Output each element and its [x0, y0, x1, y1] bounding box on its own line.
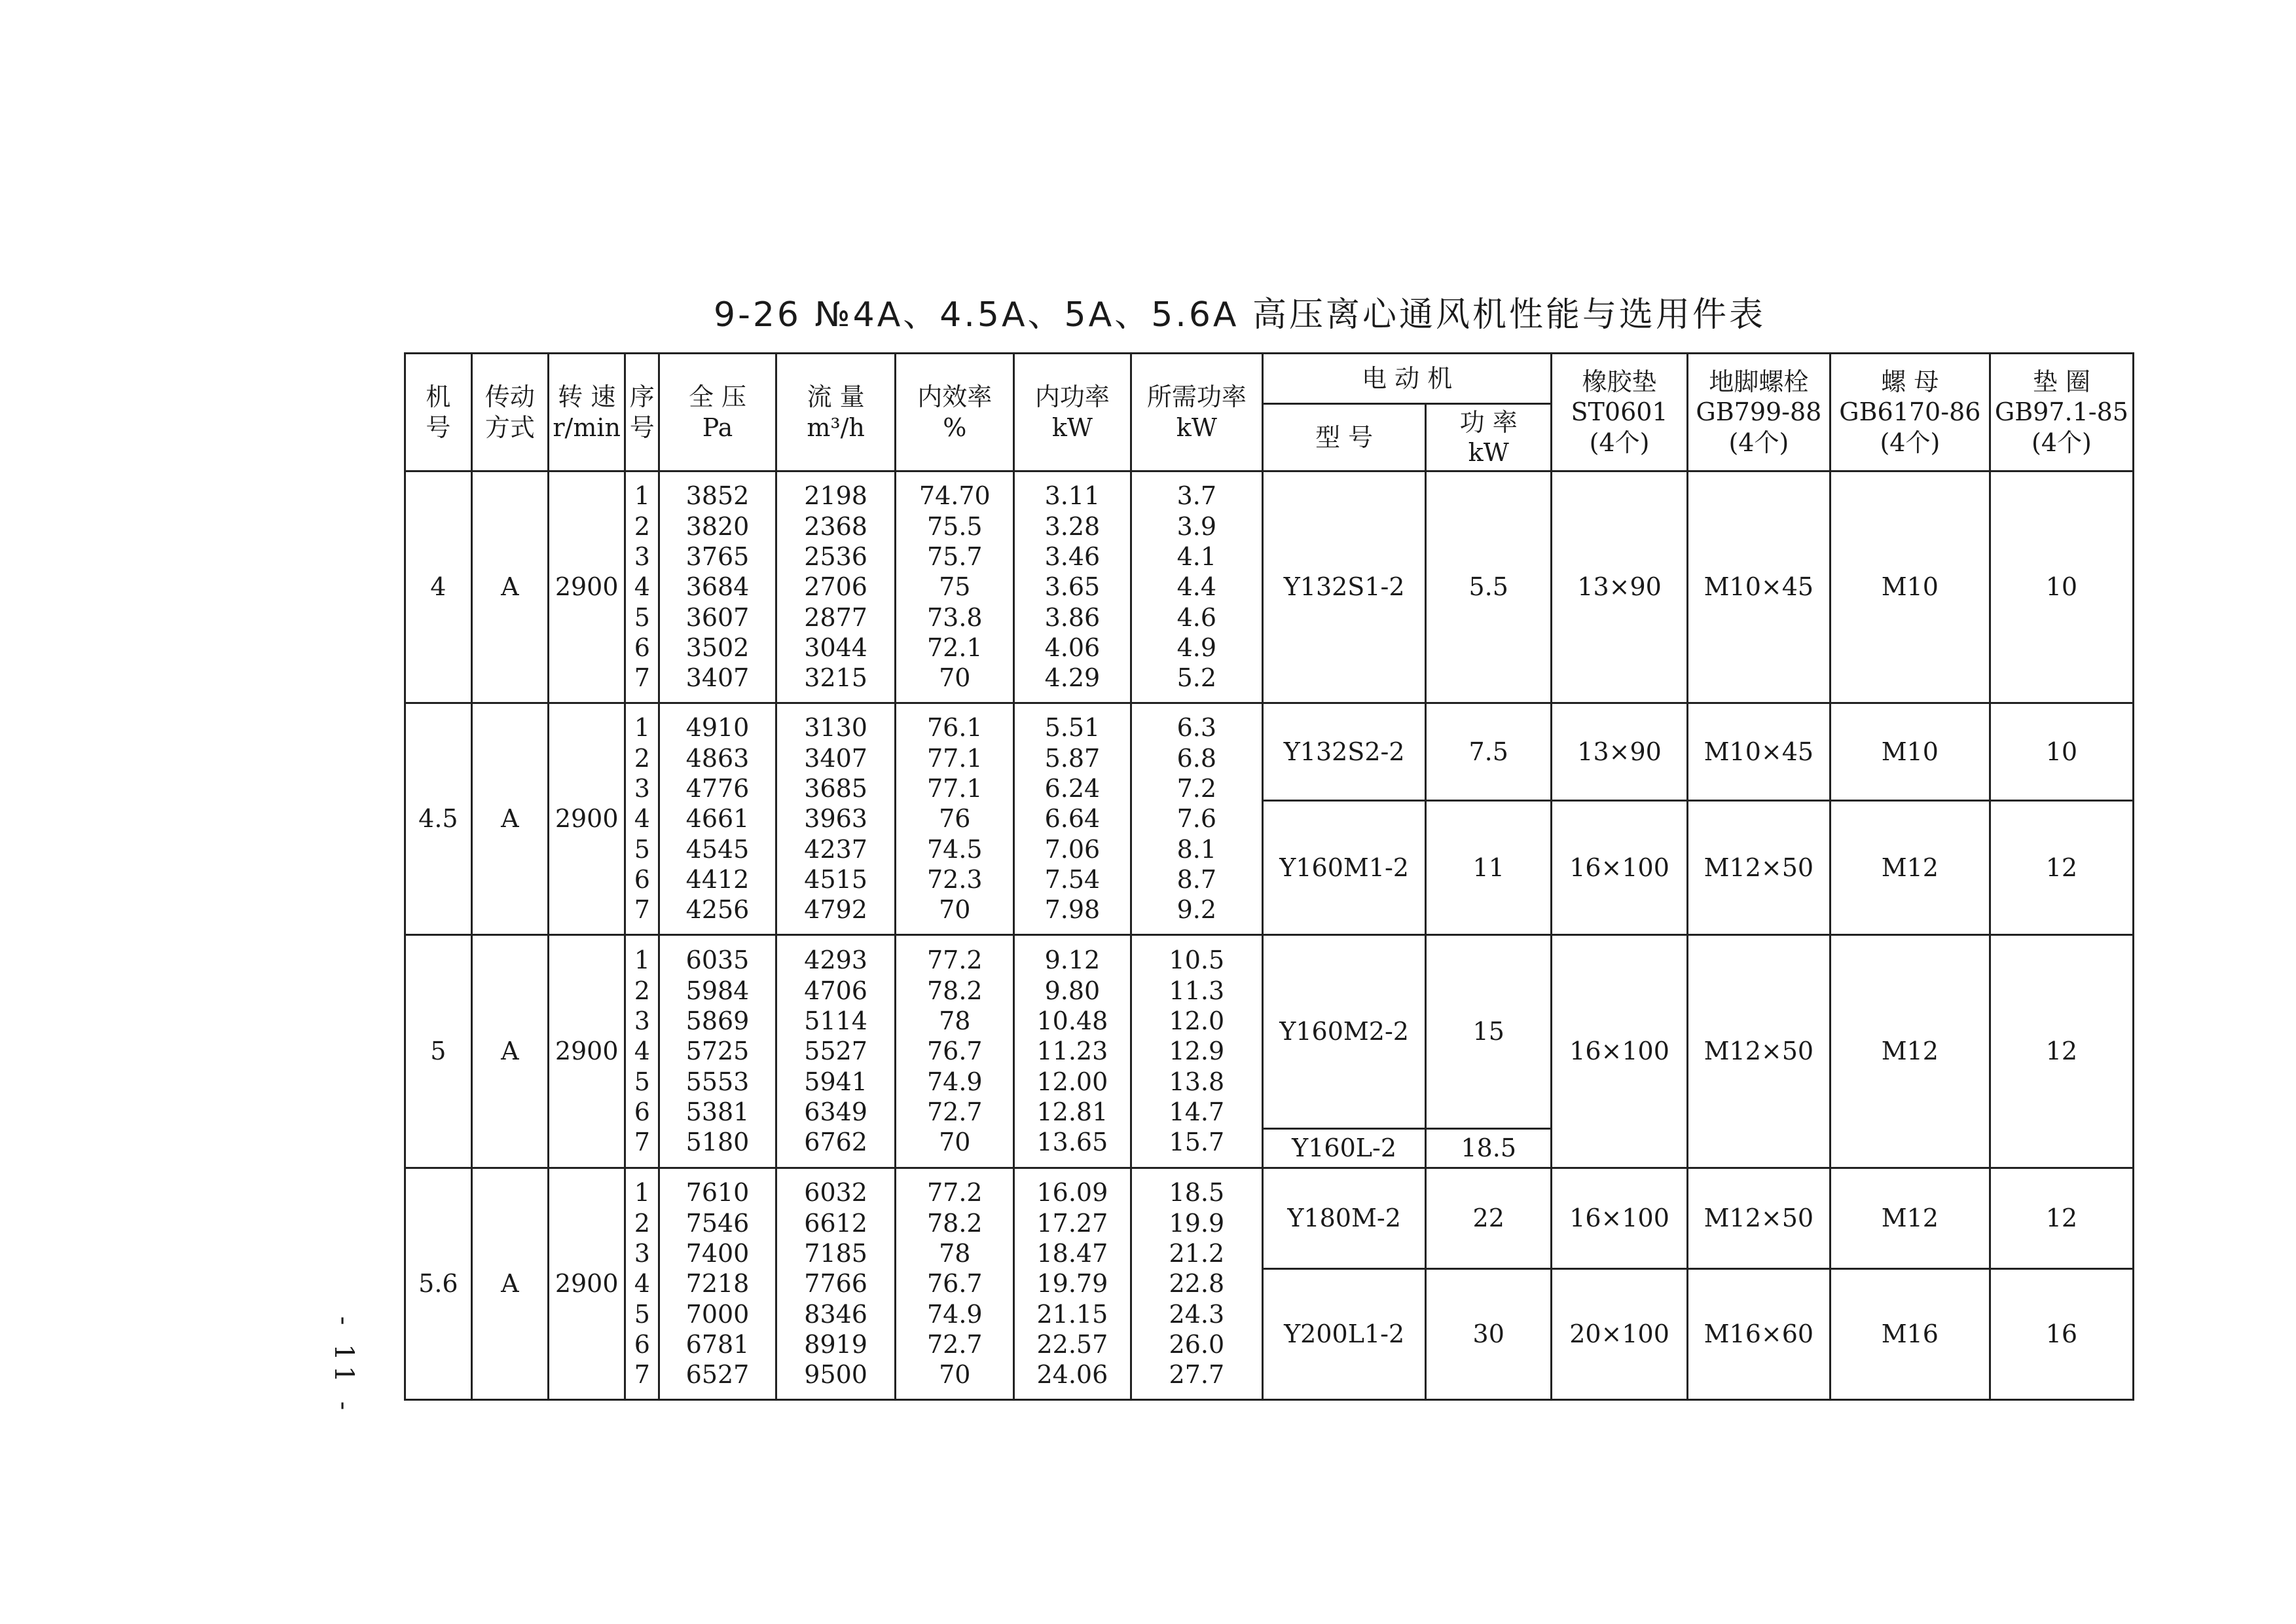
anchor-bolt-cell: M12×50: [1687, 801, 1830, 935]
seq-cell: 1 2 3 4 5 6 7: [625, 935, 659, 1168]
nut-cell: M12: [1830, 801, 1990, 935]
flow-cell: 6032 6612 7185 7766 8346 8919 9500: [776, 1168, 896, 1400]
motor-model-cell: Y132S1-2: [1263, 471, 1426, 703]
required-power-cell: 3.7 3.9 4.1 4.4 4.6 4.9 5.2: [1131, 471, 1262, 703]
pressure-cell: 6035 5984 5869 5725 5553 5381 5180: [659, 935, 776, 1168]
motor-power-cell: 5.5: [1426, 471, 1552, 703]
rubber-pad-cell: 16×100: [1552, 1168, 1688, 1269]
motor-power-cell: 7.5: [1426, 703, 1552, 801]
header-motor-power: 功 率 kW: [1426, 404, 1552, 471]
pressure-cell: 4910 4863 4776 4661 4545 4412 4256: [659, 703, 776, 935]
inner-power-cell: 5.51 5.87 6.24 6.64 7.06 7.54 7.98: [1014, 703, 1131, 935]
header-efficiency: 内效率 %: [896, 354, 1014, 471]
machine-no-cell: 4.5: [405, 703, 472, 935]
header-pressure: 全 压 Pa: [659, 354, 776, 471]
seq-cell: 1 2 3 4 5 6 7: [625, 1168, 659, 1400]
machine-no-cell: 4: [405, 471, 472, 703]
header-speed: 转 速 r/min: [549, 354, 625, 471]
required-power-cell: 10.5 11.3 12.0 12.9 13.8 14.7 15.7: [1131, 935, 1262, 1168]
nut-cell: M10: [1830, 471, 1990, 703]
machine-no-cell: 5.6: [405, 1168, 472, 1400]
washer-cell: 12: [1990, 935, 2133, 1168]
machine-no-cell: 5: [405, 935, 472, 1168]
flow-cell: 3130 3407 3685 3963 4237 4515 4792: [776, 703, 896, 935]
nut-cell: M12: [1830, 1168, 1990, 1269]
motor-model-cell: Y180M-2: [1263, 1168, 1426, 1269]
flow-cell: 4293 4706 5114 5527 5941 6349 6762: [776, 935, 896, 1168]
table-row: [405, 471, 2134, 703]
motor-model-cell: Y200L1-2: [1263, 1269, 1426, 1400]
header-rubber-pad: 橡胶垫 ST0601 (4个): [1552, 354, 1688, 471]
rubber-pad-cell: 20×100: [1552, 1269, 1688, 1400]
nut-cell: M16: [1830, 1269, 1990, 1400]
required-power-cell: 18.5 19.9 21.2 22.8 24.3 26.0 27.7: [1131, 1168, 1262, 1400]
anchor-bolt-cell: M16×60: [1687, 1269, 1830, 1400]
required-power-cell: 6.3 6.8 7.2 7.6 8.1 8.7 9.2: [1131, 703, 1262, 935]
motor-power-cell: 11: [1426, 801, 1552, 935]
efficiency-cell: 76.1 77.1 77.1 76 74.5 72.3 70: [896, 703, 1014, 935]
header-required-power: 所需功率 kW: [1131, 354, 1262, 471]
nut-cell: M10: [1830, 703, 1990, 801]
header-washer: 垫 圈 GB97.1-85 (4个): [1990, 354, 2133, 471]
motor-power-cell: 30: [1426, 1269, 1552, 1400]
page-title: 9-26 №4A、4.5A、5A、5.6A 高压离心通风机性能与选用件表: [714, 295, 1766, 335]
rubber-pad-cell: 16×100: [1552, 935, 1688, 1168]
motor-power-cell: 22: [1426, 1168, 1552, 1269]
motor-model-cell: Y160M2-2: [1263, 935, 1426, 1129]
header-inner-power: 内功率 kW: [1014, 354, 1131, 471]
drive-cell: A: [471, 935, 548, 1168]
header-seq: 序 号: [625, 354, 659, 471]
rubber-pad-cell: 16×100: [1552, 801, 1688, 935]
header-flow: 流 量 m³/h: [776, 354, 896, 471]
motor-model-cell: Y132S2-2: [1263, 703, 1426, 801]
table-row: [405, 1168, 2134, 1269]
header-drive: 传动 方式: [471, 354, 548, 471]
header-machine-no: 机 号: [405, 354, 472, 471]
speed-cell: 2900: [549, 935, 625, 1168]
inner-power-cell: 9.12 9.80 10.48 11.23 12.00 12.81 13.65: [1014, 935, 1131, 1168]
seq-cell: 1 2 3 4 5 6 7: [625, 703, 659, 935]
rubber-pad-cell: 13×90: [1552, 471, 1688, 703]
flow-cell: 2198 2368 2536 2706 2877 3044 3215: [776, 471, 896, 703]
header-anchor-bolt: 地脚螺栓 GB799-88 (4个): [1687, 354, 1830, 471]
efficiency-cell: 77.2 78.2 78 76.7 74.9 72.7 70: [896, 1168, 1014, 1400]
anchor-bolt-cell: M10×45: [1687, 703, 1830, 801]
rubber-pad-cell: 13×90: [1552, 703, 1688, 801]
drive-cell: A: [471, 1168, 548, 1400]
motor-model-cell: Y160L-2: [1263, 1129, 1426, 1168]
motor-power-cell: 15: [1426, 935, 1552, 1129]
motor-model-cell: Y160M1-2: [1263, 801, 1426, 935]
fan-performance-table: [404, 352, 2134, 1401]
header-nut: 螺 母 GB6170-86 (4个): [1830, 354, 1990, 471]
seq-cell: 1 2 3 4 5 6 7: [625, 471, 659, 703]
efficiency-cell: 77.2 78.2 78 76.7 74.9 72.7 70: [896, 935, 1014, 1168]
pressure-cell: 7610 7546 7400 7218 7000 6781 6527: [659, 1168, 776, 1400]
drive-cell: A: [471, 471, 548, 703]
washer-cell: 10: [1990, 471, 2133, 703]
washer-cell: 12: [1990, 1168, 2133, 1269]
inner-power-cell: 3.11 3.28 3.46 3.65 3.86 4.06 4.29: [1014, 471, 1131, 703]
anchor-bolt-cell: M12×50: [1687, 1168, 1830, 1269]
washer-cell: 12: [1990, 801, 2133, 935]
header-motor: 电 动 机: [1263, 354, 1552, 404]
table-row: [405, 703, 2134, 801]
header-motor-model: 型 号: [1263, 404, 1426, 471]
speed-cell: 2900: [549, 703, 625, 935]
washer-cell: 16: [1990, 1269, 2133, 1400]
anchor-bolt-cell: M10×45: [1687, 471, 1830, 703]
motor-power-cell: 18.5: [1426, 1129, 1552, 1168]
inner-power-cell: 16.09 17.27 18.47 19.79 21.15 22.57 24.06: [1014, 1168, 1131, 1400]
nut-cell: M12: [1830, 935, 1990, 1168]
washer-cell: 10: [1990, 703, 2133, 801]
speed-cell: 2900: [549, 471, 625, 703]
drive-cell: A: [471, 703, 548, 935]
speed-cell: 2900: [549, 1168, 625, 1400]
table-row: [405, 935, 2134, 1129]
pressure-cell: 3852 3820 3765 3684 3607 3502 3407: [659, 471, 776, 703]
anchor-bolt-cell: M12×50: [1687, 935, 1830, 1168]
efficiency-cell: 74.70 75.5 75.7 75 73.8 72.1 70: [896, 471, 1014, 703]
page-number: - 11 -: [329, 1316, 359, 1416]
